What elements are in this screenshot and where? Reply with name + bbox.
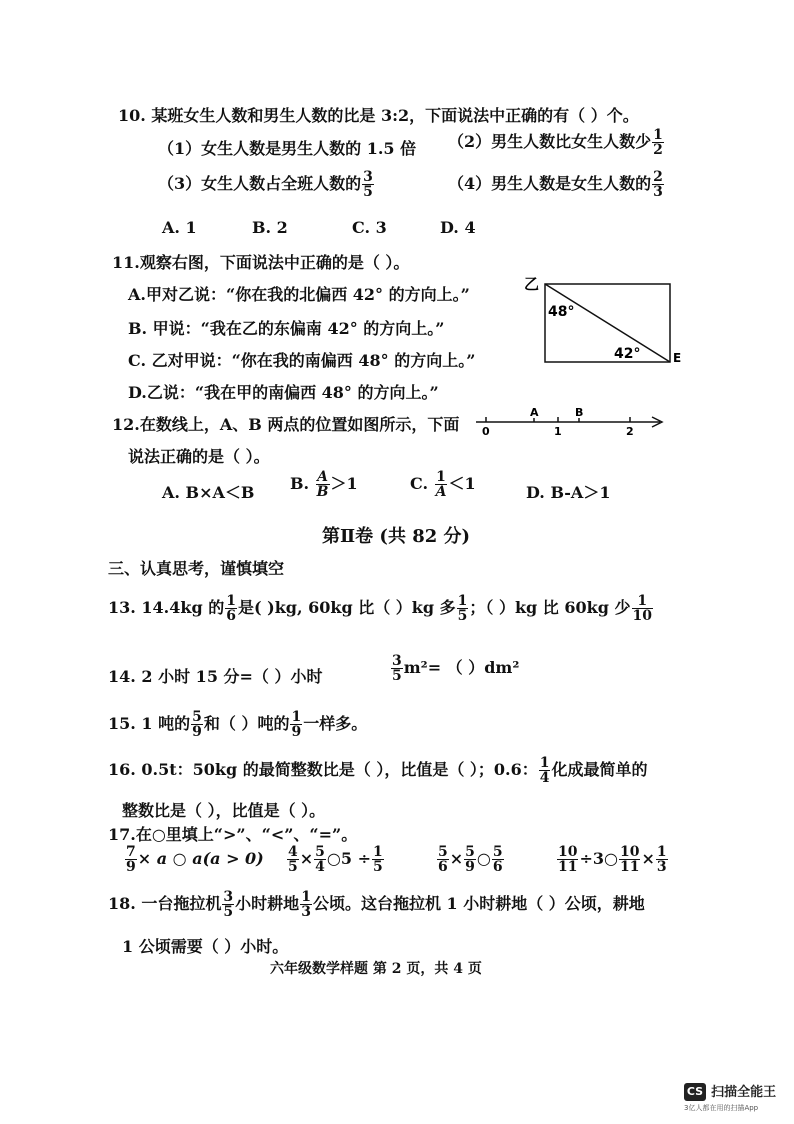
watermark-tagline: 3亿人都在用的扫描App: [684, 1104, 759, 1112]
q17-stem: 17.在○里填上“>”、“<”、“=”。: [108, 825, 358, 844]
label-yi: 乙: [524, 275, 540, 293]
q10-option-1: （1）女生人数是男生人数的 1.5 倍: [158, 139, 417, 158]
q16-line2: 整数比是（ ），比值是（ ）。: [122, 801, 326, 820]
q12-option-b: B. $\frac{A}{B}$ ＞1: [290, 469, 358, 500]
q15: 15. 1 吨的 $\frac{5}{9}$ 和（ ）吨的 $\frac{1}{9}$ 一样多。: [108, 709, 368, 740]
q12-stem-line2: 说法正确的是（ ）。: [128, 447, 270, 466]
q12-option-d: D. B-A＞1: [526, 483, 611, 502]
point-a: A: [530, 406, 539, 419]
number-line: [470, 404, 670, 436]
q10-choice-c: C. 3: [352, 218, 387, 237]
q16-line1: 16. 0.5t：50kg 的最简整数比是（ ），比值是（ ）；0.6： $\frac{1}{4}$ 化成最简单的: [108, 755, 648, 786]
q12-option-a: A. B×A＜B: [162, 483, 255, 502]
q18-line2: 1 公顷需要（ ）小时。: [122, 937, 289, 956]
angle-42: 42°: [614, 346, 641, 362]
page-footer: 六年级数学样题 第 2 页，共 4 页: [270, 961, 482, 977]
q17-expr-2: $\frac{4}{5}$ × $\frac{5}{4}$ ○5 ÷ $\frac{1}{5}$: [288, 844, 383, 875]
camscanner-logo-icon: CS: [684, 1083, 706, 1101]
direction-figure: [520, 272, 690, 372]
q10-choice-b: B. 2: [252, 218, 288, 237]
q10-option-3: （3）女生人数占全班人数的 $\frac{3}{5}$: [158, 169, 373, 200]
q14-part1: 14. 2 小时 15 分=（ ）小时: [108, 667, 323, 686]
q10-option-4: （4）男生人数是女生人数的 $\frac{2}{3}$: [448, 169, 663, 200]
scanner-watermark: [684, 1080, 776, 1113]
section3-heading: 三、认真思考，谨慎填空: [108, 559, 285, 578]
tick-0: 0: [482, 425, 490, 436]
q10-stem: 10. 某班女生人数和男生人数的比是 3:2，下面说法中正确的有（ ）个。: [118, 106, 639, 125]
q13: 13. 14.4kg 的 $\frac{1}{6}$ 是( )kg, 60kg 比（ ）kg 多 $\frac{1}{5}$ ；（ ）kg 比 60kg 少 $\frac{1}{10}$: [108, 593, 652, 624]
q14-part2: $\frac{3}{5}$ m²= （ ）dm²: [392, 653, 520, 684]
q17-expr-4: $\frac{10}{11}$ ÷3○ $\frac{10}{11}$ × $\frac{1}{3}$: [558, 844, 667, 875]
q12-stem-line1: 12.在数线上，A、B 两点的位置如图所示，下面: [112, 415, 460, 434]
section2-title: 第Ⅱ卷 (共 82 分): [322, 526, 471, 547]
q10-option-2: （2）男生人数比女生人数少 $\frac{1}{2}$: [448, 127, 663, 158]
q12-option-c: C. $\frac{1}{A}$ ＜1: [410, 469, 476, 500]
q10-choice-d: D. 4: [440, 218, 476, 237]
tick-1: 1: [554, 425, 562, 436]
q11-option-c: C. 乙对甲说：“你在我的南偏西 48° 的方向上。”: [128, 351, 476, 370]
tick-2: 2: [626, 425, 634, 436]
q11-stem: 11.观察右图，下面说法中正确的是（ ）。: [112, 253, 410, 272]
q18-line1: 18. 一台拖拉机 $\frac{3}{5}$ 小时耕地 $\frac{1}{3}$ 公顷。这台拖拉机 1 小时耕地（ ）公顷，耕地: [108, 889, 645, 920]
q11-option-a: A.甲对乙说：“你在我的北偏西 42° 的方向上。”: [128, 285, 470, 304]
q17-expr-1: $\frac{7}{9}$ × a ○ a(a > 0): [126, 844, 264, 875]
q11-option-b: B. 甲说：“我在乙的东偏南 42° 的方向上。”: [128, 319, 445, 338]
label-jia: E: [673, 351, 682, 365]
q17-expr-3: $\frac{5}{6}$ × $\frac{5}{9}$ ○ $\frac{5}{6}$: [438, 844, 503, 875]
watermark-name: 扫描全能王: [711, 1085, 777, 1100]
angle-48: 48°: [548, 304, 575, 320]
q11-option-d: D.乙说：“我在甲的南偏西 48° 的方向上。”: [128, 383, 439, 402]
point-b: B: [575, 406, 584, 419]
q10-choice-a: A. 1: [162, 218, 197, 237]
figure-diagonal: [545, 284, 670, 362]
